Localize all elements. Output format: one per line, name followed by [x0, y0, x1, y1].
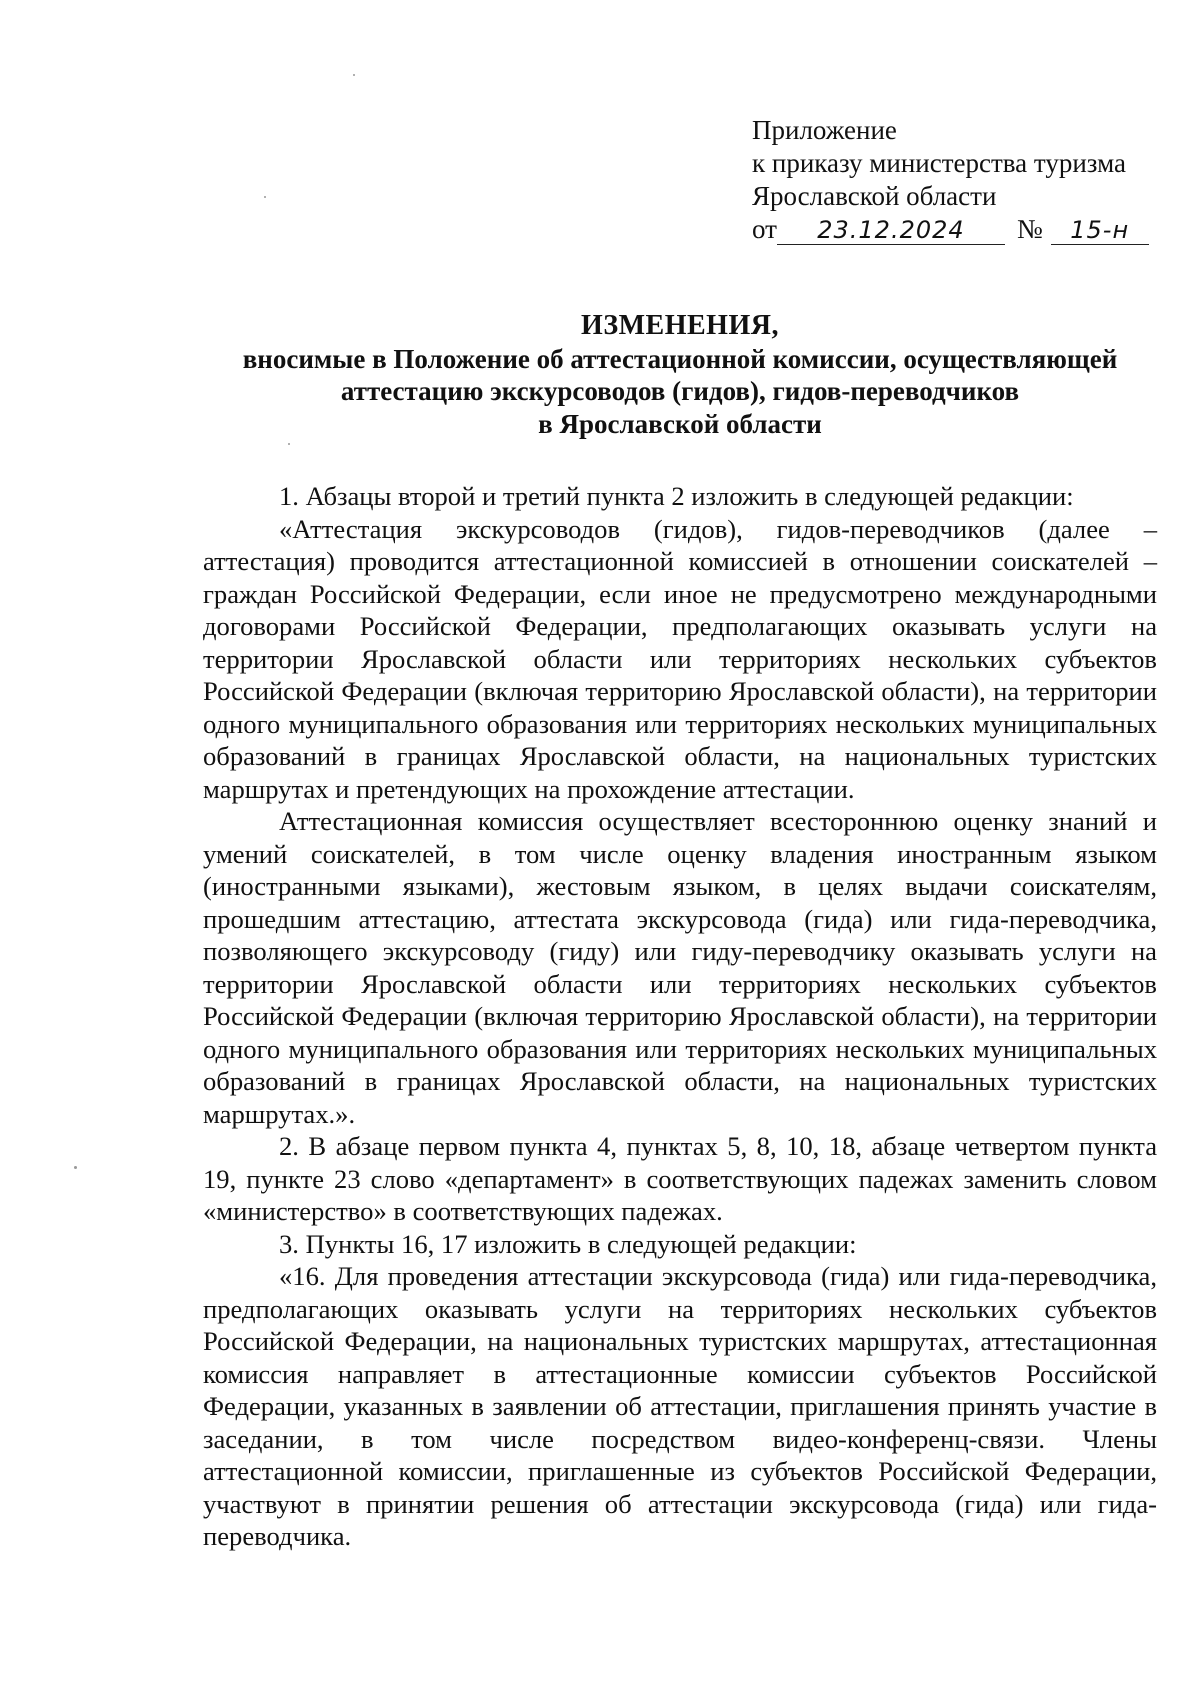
date-prefix: от [752, 214, 777, 244]
handwritten-date: 23.12.2024 [777, 216, 1005, 245]
scan-speck [74, 1166, 77, 1169]
appendix-order-reference: к приказу министерства туризма [752, 148, 1126, 178]
document-title [200, 310, 1160, 440]
title-heading: ИЗМЕНЕНИЯ, [581, 310, 779, 341]
paragraph-item-2: 2. В абзаце первом пункта 4, пунктах 5, 8, 10, 18, абзаце четвертом пункта 19, пункте 23 слово «департамент» в соответствующих падежах заменить словом «министерство» в соответствующих падежах. [203, 1131, 1157, 1226]
title-line-2: аттестацию экскурсоводов (гидов), гидов-переводчиков [340, 376, 1020, 406]
handwritten-order-number: 15-н [1051, 216, 1149, 245]
paragraph-quote-2: Аттестационная комиссия осуществляет всестороннюю оценку знаний и умений соискателей, в том числе оценку владения иностранным языком (иностранными языками), жестовым языком, в целях выдачи соискателям, прошедшим аттестацию, аттестата экскурсовода (гида) или гида-переводчика, позволяющего экскурсоводу (гиду) или гиду-переводчику оказывать услуги на территории Ярославской области или территориях нескольких субъектов Российской Федерации (включая территорию Ярославской области), на территории одного муниципального образования или территориях нескольких муниципальных образований в границах Ярославской области, на национальных туристских маршрутах.». [203, 806, 1157, 1129]
title-line-1: вносимые в Положение об аттестационной комиссии, осуществляющей [242, 343, 1118, 374]
paragraph-item-1: 1. Абзацы второй и третий пункта 2 изложить в следующей редакции: [279, 481, 1074, 511]
scan-speck [264, 196, 266, 198]
paragraph-item-3: 3. Пункты 16, 17 изложить в следующей редакции: [279, 1228, 857, 1259]
scan-speck [288, 443, 290, 445]
appendix-date-number-line [752, 213, 1149, 246]
document-body [203, 480, 1157, 1553]
title-line-3: в Ярославской области [538, 408, 822, 439]
appendix-region: Ярославской области [752, 181, 997, 211]
appendix-block [752, 114, 1149, 246]
number-sign: № [1016, 214, 1043, 244]
appendix-label: Приложение [752, 115, 897, 145]
paragraph-quote-16: «16. Для проведения аттестации экскурсовода (гида) или гида-переводчика, предполагающих оказывать услуги на территориях нескольких субъектов Российской Федерации, на национальных туристских маршрутах, аттестационная комиссия направляет в аттестационные комиссии субъектов Российской Федерации, указанных в заявлении об аттестации, приглашения принять участие в заседании, в том числе посредством видео-конференц-связи. Члены аттестационной комиссии, приглашенные из субъектов Российской Федерации, участвуют в принятии решения об аттестации экскурсовода (гида) или гида-переводчика. [203, 1261, 1157, 1551]
scan-speck [353, 74, 355, 76]
paragraph-quote-1: «Аттестация экскурсоводов (гидов), гидов-переводчиков (далее – аттестация) проводится аттестационной комиссией в отношении соискателей – граждан Российской Федерации, если иное не предусмотрено международными договорами Российской Федерации, предполагающих оказывать услуги на территории Ярославской области или территориях нескольких субъектов Российской Федерации (включая территорию Ярославской области), на территории одного муниципального образования или территориях нескольких муниципальных образований в границах Ярославской области, на национальных туристских маршрутах и претендующих на прохождение аттестации. [203, 513, 1157, 804]
